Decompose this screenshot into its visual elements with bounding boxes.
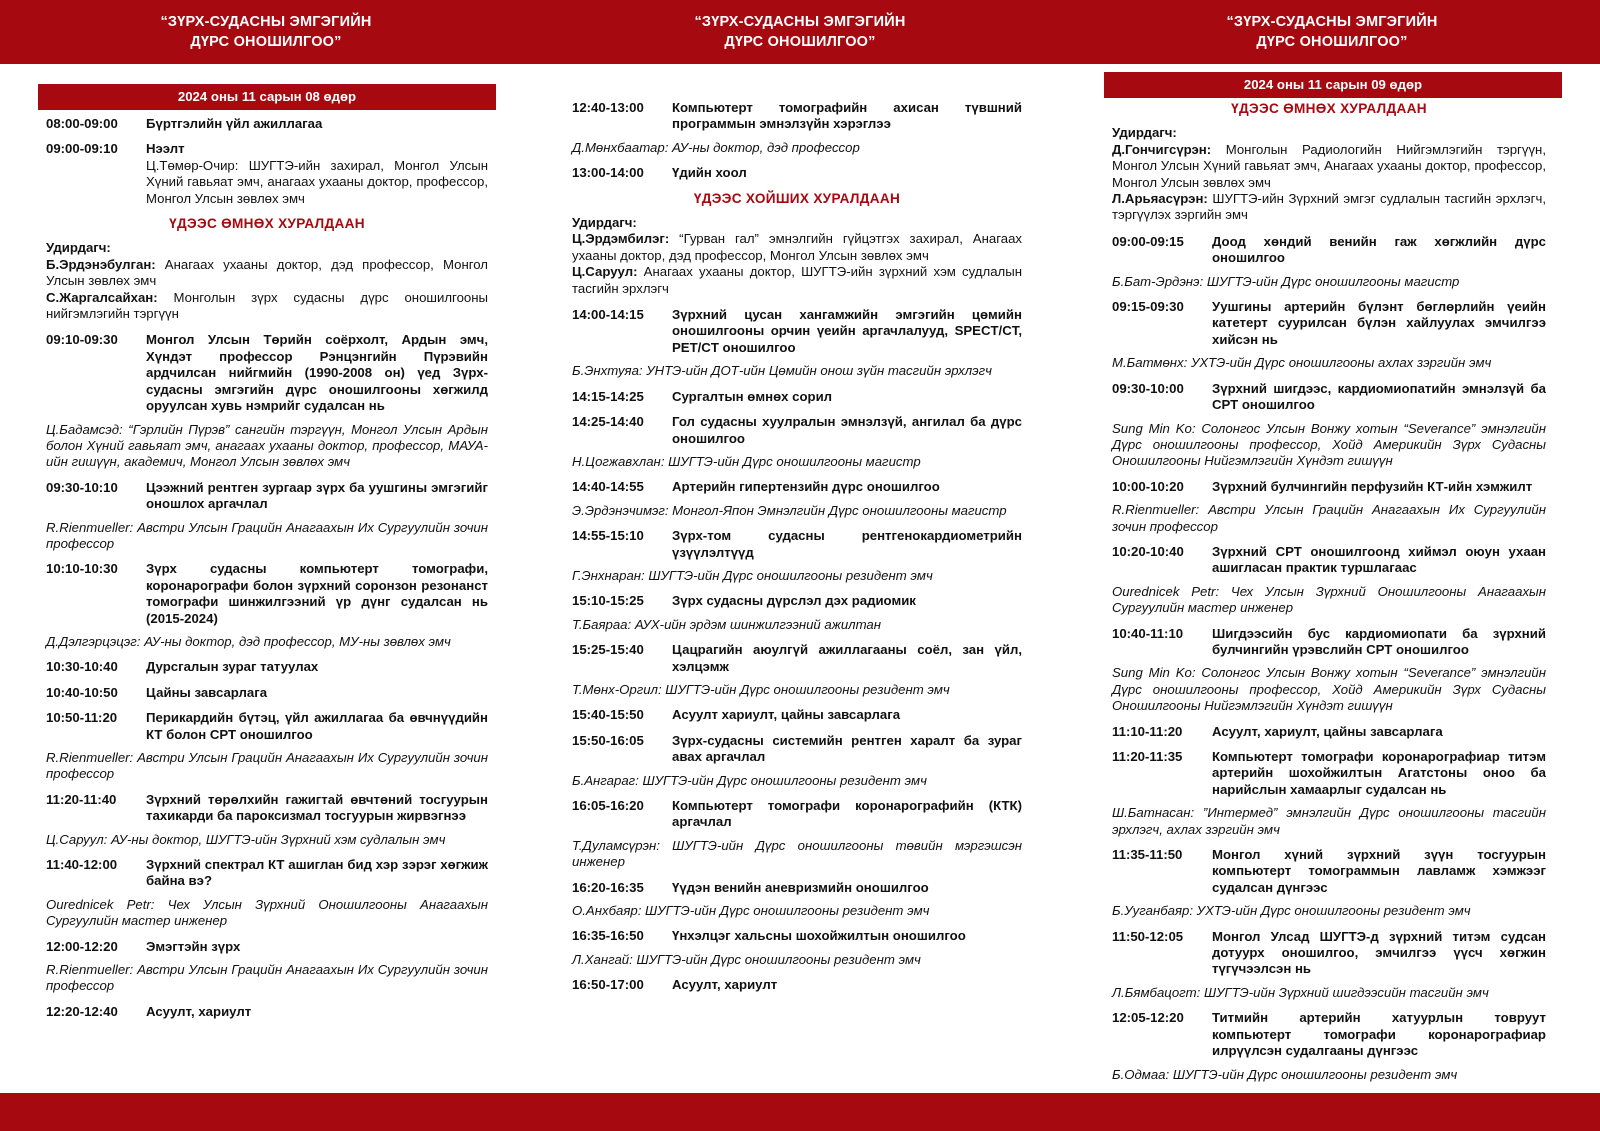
item-title-wrap (672, 389, 1022, 405)
item-title: Үнхэлцэг хальсны шохойжилтын оношилгоо (672, 928, 966, 944)
schedule-item (46, 685, 488, 701)
item-time: 12:05-12:20 (1112, 1010, 1184, 1026)
speaker-line: Б.Бат-Эрдэнэ: ШУГТЭ-ийн Дүрс оношилгооны магистр (1112, 273, 1460, 289)
item-time: 08:00-09:00 (46, 116, 118, 131)
item-title: Цацрагийн аюулгүй ажиллагааны соёл, зан үйл, хэлцэмж (672, 642, 1022, 674)
speaker-line: R.Rienmueller: Австри Улсын Грацийн Анагаахын Их Сургуулийн зочин профессор (46, 962, 488, 994)
moderator-line (1112, 142, 1546, 191)
item-title: Үдийн хоол (672, 165, 747, 181)
item-title-wrap (146, 561, 488, 627)
speaker-line: Б.Одмаа: ШУГТЭ-ийн Дүрс оношилгооны резидент эмч (1112, 1066, 1458, 1082)
schedule-item (46, 710, 488, 743)
schedule-list-afternoon (572, 307, 1022, 994)
moderator-name: Б.Эрдэнэбулган: (46, 256, 156, 272)
item-time: 09:30-10:10 (46, 479, 118, 495)
item-time: 16:05-16:20 (572, 798, 644, 813)
speaker-line: Т.Баяраа: АУХ-ийн эрдэм шинжилгээний ажилтан (572, 616, 882, 632)
speaker-line: Н.Цогжавхлан: ШУГТЭ-ийн Дүрс оношилгооны магистр (572, 453, 921, 469)
header-title-center: “ЗҮРХ-СУДАСНЫ ЭМГЭГИЙН ДҮРС ОНОШИЛГОО” (694, 14, 906, 50)
header-band (0, 0, 1600, 64)
moderator-line (46, 257, 488, 290)
item-title: Компьютерт томографи коронарографийн (КТК) аргачлал (672, 798, 1022, 830)
item-title-wrap (672, 928, 1022, 944)
item-time: 11:40-12:00 (46, 857, 118, 873)
speaker-line: Л.Бямбацогт: ШУГТЭ-ийн Зүрхний шигдээсийн тасгийн эмч (1112, 984, 1489, 1000)
item-title-wrap (1212, 847, 1546, 896)
schedule-item (46, 939, 488, 955)
item-title: Шигдээсийн бус кардиомиопати ба зүрхний булчингийн үрэвслийн СРТ оношилгоо (1212, 625, 1546, 657)
item-title: Зүрхний шигдээс, кардиомиопатийн эмнэлзүй ба СРТ оношилгоо (1212, 380, 1546, 413)
speaker-line: Ш.Батнасан: ”Интермед” эмнэлгийн Дүрс оношилгооны тасгийн эрхлэгч, ахлах зэргийн эмч (1112, 805, 1546, 837)
schedule-item (572, 707, 1022, 723)
date-bar-day1: 2024 оны 11 сарын 08 өдөр (38, 84, 496, 110)
moderator-name: С.Жаргалсайхан: (46, 289, 158, 305)
item-time: 16:35-16:50 (572, 928, 644, 944)
item-title-wrap (1212, 479, 1546, 495)
item-title: Сургалтын өмнөх сорил (672, 388, 833, 404)
speaker-line: Г.Энхнаран: ШУГТЭ-ийн Дүрс оношилгооны резидент эмч (572, 567, 933, 583)
schedule-item (572, 798, 1022, 831)
item-title-wrap (672, 100, 1022, 133)
session-title-morning-day1: ҮДЭЭС ӨМНӨХ ХУРАЛДААН (169, 216, 365, 232)
item-title-wrap (672, 642, 1022, 675)
speaker-line: Т.Мөнх-Оргил: ШУГТЭ-ийн Дүрс оношилгооны резидент эмч (572, 681, 950, 697)
moderator-desc: “Гурван гал” эмнэлгийн гүйцэтгэх захирал, Анагаах ухааны доктор, дэд профессор, Монгол Улсын зөвлөх эмч (572, 231, 1022, 263)
moderator-line (1112, 191, 1546, 224)
speaker-line: Д.Дэлгэрцэцэг: АУ-ны доктор, дэд профессор, МУ-ны зөвлөх эмч (46, 633, 451, 649)
schedule-item (1112, 299, 1546, 348)
item-time: 15:25-15:40 (572, 642, 644, 658)
speaker-line: Д.Мөнхбаатар: АУ-ны доктор, дэд профессор (572, 139, 860, 155)
schedule-item (46, 857, 488, 890)
item-title-wrap (146, 792, 488, 825)
item-title: Дурсгалын зураг татуулах (146, 659, 319, 675)
item-title: Зүрх судасны дүрслэл дэх радиомик (672, 593, 916, 609)
item-title-wrap (672, 165, 1022, 181)
schedule-item (1112, 749, 1546, 798)
item-title-wrap (1212, 1010, 1546, 1059)
moderators-label: Удирдагч: (46, 240, 111, 256)
item-title: Зүрхний спектрал КТ ашиглан бид хэр зэрэг хөгжиж байна вэ? (146, 857, 488, 889)
schedule-item (572, 593, 1022, 609)
item-time: 12:40-13:00 (572, 100, 644, 115)
item-description: Ц.Төмөр-Очир: ШУГТЭ-ийн захирал, Монгол Улсын Хүний гавьяат эмч, анагаах ухааны доктор, профессор, Монгол Улсын зөвлөх эмч (146, 157, 488, 206)
header-title-right: “ЗҮРХ-СУДАСНЫ ЭМГЭГИЙН ДҮРС ОНОШИЛГОО” (1226, 14, 1438, 50)
header-title-left: “ЗҮРХ-СУДАСНЫ ЭМГЭГИЙН ДҮРС ОНОШИЛГОО” (160, 14, 372, 50)
schedule-item (1112, 381, 1546, 414)
item-title: Зүрхний төрөлхийн гажигтай өвчтөний тосгуурын тахикарди ба пароксизмал тосгуурын жирвэгнээ (146, 791, 488, 824)
item-title-wrap (146, 480, 488, 513)
item-time: 10:30-10:40 (46, 659, 118, 675)
schedule-item (46, 116, 488, 132)
opening-list (46, 116, 488, 207)
item-title: Зүрх-судасны системийн рентген харалт ба зураг авах аргачлал (672, 732, 1022, 765)
item-title: Асуулт, хариулт (146, 1003, 252, 1019)
item-title: Доод хөндий венийн гаж хөгжлийн дүрс оношилгоо (1212, 233, 1546, 266)
moderator-line (46, 290, 488, 323)
item-time: 14:15-14:25 (572, 388, 644, 404)
speaker-line: R.Rienmueller: Австри Улсын Грацийн Анагаахын Их Сургуулийн зочин профессор (1112, 502, 1546, 534)
item-title: Эмэгтэйн зүрх (146, 938, 241, 954)
item-time: 10:40-10:50 (46, 684, 118, 700)
item-title-wrap (672, 593, 1022, 609)
panel-day1 (38, 84, 496, 1029)
item-title: Асуулт, хариулт, цайны завсарлага (1212, 723, 1443, 739)
item-title-wrap (146, 857, 488, 890)
schedule-item (572, 977, 1022, 993)
schedule-item (1112, 544, 1546, 577)
item-title-wrap (672, 307, 1022, 356)
item-title-wrap (672, 977, 1022, 993)
item-time: 09:30-10:00 (1112, 380, 1184, 396)
schedule-item (46, 1004, 488, 1020)
schedule-item (572, 528, 1022, 561)
speaker-line: Ц.Саруул: АУ-ны доктор, ШУГТЭ-ийн Зүрхний хэм судлалын эмч (46, 831, 446, 847)
item-time: 16:50-17:00 (572, 977, 644, 993)
schedule-item (572, 928, 1022, 944)
session-title-afternoon: ҮДЭЭС ХОЙШИХ ХУРАЛДААН (693, 190, 901, 206)
item-time: 11:10-11:20 (1112, 723, 1183, 739)
item-title: Цайны завсарлага (146, 684, 268, 700)
item-title: Үүдэн венийн аневризмийн оношилгоо (672, 879, 929, 895)
item-title-wrap (146, 116, 488, 132)
moderator-desc: Монголын зүрх судасны дүрс оношилгооны нийгэмлэгийн тэргүүн (46, 289, 488, 322)
item-title-wrap (1212, 929, 1546, 978)
schedule-item (46, 480, 488, 513)
item-time: 10:00-10:20 (1112, 478, 1184, 494)
session-title-morning-day2: ҮДЭЭС ӨМНӨХ ХУРАЛДААН (1231, 101, 1427, 116)
item-time: 10:10-10:30 (46, 561, 118, 577)
item-time: 10:40-11:10 (1112, 625, 1184, 641)
item-title: Зүрхний СРТ оношилгоонд хиймэл оюун ухаан ашигласан практик туршлагаас (1212, 543, 1546, 576)
item-title-wrap (146, 710, 488, 743)
speaker-line: Э.Эрдэнэчимэг: Монгол-Япон Эмнэлгийн Дүрс оношилгооны магистр (572, 502, 1007, 518)
item-title-wrap (146, 685, 488, 701)
speaker-line: О.Анхбаяр: ШУГТЭ-ийн Дүрс оношилгооны резидент эмч (572, 903, 930, 919)
speaker-line: Sung Min Ko: Солонгос Улсын Вонжу хотын “Severance” эмнэлгийн Дүрс оношилгооны профессор, Хойд Америкийн Зүрх Судасны Оношилгооны Нийгэмлэгийн Хүндэт гишүүн (1112, 420, 1546, 469)
schedule-item (572, 880, 1022, 896)
schedule-list-day2 (1112, 234, 1546, 1083)
moderator-name: Л.Арьяасүрэн: (1112, 191, 1208, 207)
item-title: Асуулт хариулт, цайны завсарлага (672, 707, 901, 723)
item-title: Артерийн гипертензийн дүрс оношилгоо (672, 479, 940, 495)
item-time: 14:40-14:55 (572, 479, 644, 495)
schedule-item (572, 733, 1022, 766)
schedule-list-day1 (46, 332, 488, 1020)
item-title: Монгол хүний зүрхний зүүн тосгуурын компьютерт томограммын лавламж хэмжээг судалсан дүнгээс (1212, 847, 1546, 895)
speaker-line: Л.Хангай: ШУГТЭ-ийн Дүрс оношилгооны резидент эмч (572, 951, 921, 967)
item-time: 12:20-12:40 (46, 1003, 118, 1019)
item-title-wrap (1212, 724, 1546, 740)
schedule-item (572, 479, 1022, 495)
item-title-wrap (146, 939, 488, 955)
schedule-item (1112, 929, 1546, 978)
moderators-label: Удирдагч: (572, 215, 637, 231)
item-time: 14:25-14:40 (572, 414, 644, 430)
schedule-item (1112, 1010, 1546, 1059)
item-title: Цээжний рентген зургаар зүрх ба уушгины эмгэгийг оношлох аргачлал (146, 479, 488, 512)
speaker-line: Б.Энхтуяа: УНТЭ-ийн ДОТ-ийн Цөмийн онош зүйн тасгийн эрхлэгч (572, 363, 992, 379)
item-time: 09:00-09:15 (1112, 233, 1184, 249)
item-time: 10:20-10:40 (1112, 543, 1184, 559)
schedule-item (572, 389, 1022, 405)
item-title-wrap (672, 733, 1022, 766)
moderators-afternoon (572, 215, 1022, 297)
schedule-item (572, 642, 1022, 675)
item-title: Гол судасны хуулралын эмнэлзүй, ангилал ба дүрс оношилгоо (672, 414, 1022, 446)
moderator-desc: Монголын Радиологийн Нийгэмлэгийн тэргүүн, Монгол Улсын Хүний гавьяат эмч, Анагаах ухааны доктор, профессор, Монгол Улсын зөвлөх эмч (1112, 141, 1546, 190)
schedule-item (46, 561, 488, 627)
item-time: 10:50-11:20 (46, 710, 118, 726)
item-title-wrap (672, 479, 1022, 495)
item-time: 11:50-12:05 (1112, 928, 1184, 944)
schedule-item (572, 307, 1022, 356)
speaker-line: Т.Дуламсүрэн: ШУГТЭ-ийн Дүрс оношилгооны төвийн мэргэшсэн инженер (572, 837, 1022, 870)
moderator-name: Ц.Саруул: (572, 264, 638, 280)
schedule-item (1112, 234, 1546, 267)
date-bar-day2: 2024 оны 11 сарын 09 өдөр (1104, 72, 1562, 98)
speaker-line: Sung Min Ko: Солонгос Улсын Вонжу хотын “Severance” эмнэлгийн Дүрс оношилгооны профессор, Хойд Америкийн Зүрх Судасны Оношилгооны Нийгэмлэгийн Хүндэт гишүүн (1112, 665, 1546, 714)
schedule-list-midday (572, 100, 1022, 182)
schedule-item (1112, 479, 1546, 495)
item-time: 16:20-16:35 (572, 879, 644, 895)
item-title: Монгол Улсын Төрийн соёрхолт, Ардын эмч, Хүндэт профессор Рэнцэнгийн Пүрэвийн ардчилсан нийгмийн (1990-2008 он) үед Зүрх-судасны эмгэгийн дүрс оношилгооны хөгжилд оруулсан хувь нэмрийг судалсан нь (146, 332, 488, 414)
item-title: Асуулт, хариулт (672, 977, 778, 993)
item-time: 15:50-16:05 (572, 732, 644, 748)
schedule-item (46, 141, 488, 207)
moderator-name: Д.Гончигсүрэн: (1112, 141, 1212, 157)
item-title: Зүрхний булчингийн перфузийн КТ-ийн хэмжилт (1212, 478, 1533, 494)
panel-day2 (1104, 72, 1562, 1092)
schedule-item (1112, 847, 1546, 896)
schedule-item (46, 792, 488, 825)
item-time: 11:35-11:50 (1112, 847, 1183, 863)
item-title: Зүрх судасны компьютерт томографи, коронарографи болон зүрхний соронзон резонанст томографи шинжилгээний үр дүнг судалсан нь (2015-2024) (146, 561, 488, 626)
item-title: Нээлт (146, 141, 185, 157)
schedule-item (1112, 724, 1546, 740)
schedule-item (46, 659, 488, 675)
moderator-desc: ШУГТЭ-ийн Зүрхний эмгэг судлалын тасгийн эрхлэгч, тэргүүлэх зэргийн эмч (1112, 191, 1546, 223)
schedule-item (572, 165, 1022, 181)
item-title-wrap (672, 707, 1022, 723)
schedule-item (572, 100, 1022, 133)
item-time: 14:00-14:15 (572, 307, 644, 323)
item-title: Зүрхний цусан хангамжийн эмгэгийн цөмийн оношилгооны орчин үеийн аргачлалууд, SPECT/CT, PET/CT оношилгоо (672, 307, 1022, 355)
item-time: 11:20-11:40 (46, 791, 117, 807)
speaker-line: R.Rienmueller: Австри Улсын Грацийн Анагаахын Их Сургуулийн зочин профессор (46, 519, 488, 551)
item-time: 14:55-15:10 (572, 528, 644, 544)
item-title: Компьютерт томографийн ахисан түвшний программын эмнэлзүйн хэрэглээ (672, 100, 1022, 132)
item-time: 13:00-14:00 (572, 165, 644, 181)
item-time: 12:00-12:20 (46, 938, 118, 954)
item-title-wrap (1212, 234, 1546, 267)
speaker-line: Б.Ангараг: ШУГТЭ-ийн Дүрс оношилгооны резидент эмч (572, 772, 927, 788)
item-title-wrap (1212, 381, 1546, 414)
item-title: Бүртгэлийн үйл ажиллагаа (146, 116, 323, 131)
speaker-line: Ц.Бадамсэд: “Гэрлийн Пүрэв” сангийн тэргүүн, Монгол Улсын Ардын болон Хүний гавьяат эмч, анагаах ухааны доктор, профессор, МАУА-ийн гишүүн, академич, Монгол Улсын зөвлөх эмч (46, 421, 488, 470)
speaker-line: Ourednicek Petr: Чех Улсын Зүрхний Оношилгооны Анагаахын Сургуулийн мастер инженер (46, 896, 488, 929)
item-title-wrap (146, 659, 488, 675)
moderators-day1 (46, 240, 488, 322)
item-time: 15:40-15:50 (572, 707, 644, 723)
item-title-wrap (1212, 749, 1546, 798)
item-time: 09:15-09:30 (1112, 299, 1184, 315)
item-title-wrap (672, 880, 1022, 896)
item-title-wrap (1212, 626, 1546, 659)
moderators-label: Удирдагч: (1112, 125, 1177, 141)
item-title-wrap (672, 798, 1022, 831)
item-title: Перикардийн бүтэц, үйл ажиллагаа ба өвчнүүдийн КТ болон СРТ оношилгоо (146, 710, 488, 742)
item-title: Компьютерт томографи коронарографиар титэм артерийн шохойжилтын Агатстоны оноо ба нарийслын хамаарлыг судалсан нь (1212, 749, 1546, 797)
item-title-wrap (146, 332, 488, 414)
item-title: Титмийн артерийн хатуурлын товруут компьютерт томографи коронарографиар илрүүлсэн судалгааны дүнгээс (1212, 1010, 1546, 1059)
item-title-wrap (146, 141, 488, 207)
speaker-line: М.Батмөнх: УХТЭ-ийн Дүрс оношилгооны ахлах зэргийн эмч (1112, 355, 1492, 371)
item-title-wrap (146, 1004, 488, 1020)
item-title: Монгол Улсад ШУГТЭ-д зүрхний титэм судсан дотуурх оношилгоо, эмчилгээ үүсч хөгжин түгүчээлсэн нь (1212, 928, 1546, 977)
item-time: 09:00-09:10 (46, 141, 118, 157)
speaker-line: R.Rienmueller: Австри Улсын Грацийн Анагаахын Их Сургуулийн зочин профессор (46, 750, 488, 782)
item-title-wrap (672, 414, 1022, 447)
moderators-day2 (1112, 125, 1546, 223)
schedule-item (46, 332, 488, 414)
item-time: 15:10-15:25 (572, 593, 644, 609)
item-title-wrap (1212, 544, 1546, 577)
moderator-desc: Анагаах ухааны доктор, дэд профессор, Монгол Улсын зөвлөх эмч (46, 256, 488, 289)
moderator-line (572, 264, 1022, 297)
moderator-desc: Анагаах ухааны доктор, ШУГТЭ-ийн зүрхний хэм судлалын тасгийн эрхлэгч (572, 264, 1022, 296)
item-time: 11:20-11:35 (1112, 749, 1183, 764)
item-title-wrap (1212, 299, 1546, 348)
panel-middle (572, 100, 1022, 1003)
speaker-line: Ourednicek Petr: Чех Улсын Зүрхний Оношилгооны Анагаахын Сургуулийн мастер инженер (1112, 583, 1546, 616)
item-title: Зүрх-том судасны рентгенокардиометрийн үзүүлэлтүүд (672, 528, 1022, 560)
item-title: Уушгины артерийн бүлэнт бөглөрлийн үеийн катетерт суурилсан бүлэн хайлуулах эмчилгээ хийсэн нь (1212, 299, 1546, 347)
schedule-item (572, 414, 1022, 447)
speaker-line: Б.Ууганбаяр: УХТЭ-ийн Дүрс оношилгооны резидент эмч (1112, 903, 1471, 919)
moderator-line (572, 231, 1022, 264)
moderator-name: Ц.Эрдэмбилэг: (572, 231, 670, 247)
footer-band (0, 1093, 1600, 1131)
schedule-item (1112, 626, 1546, 659)
item-time: 09:10-09:30 (46, 332, 118, 348)
item-title-wrap (672, 528, 1022, 561)
